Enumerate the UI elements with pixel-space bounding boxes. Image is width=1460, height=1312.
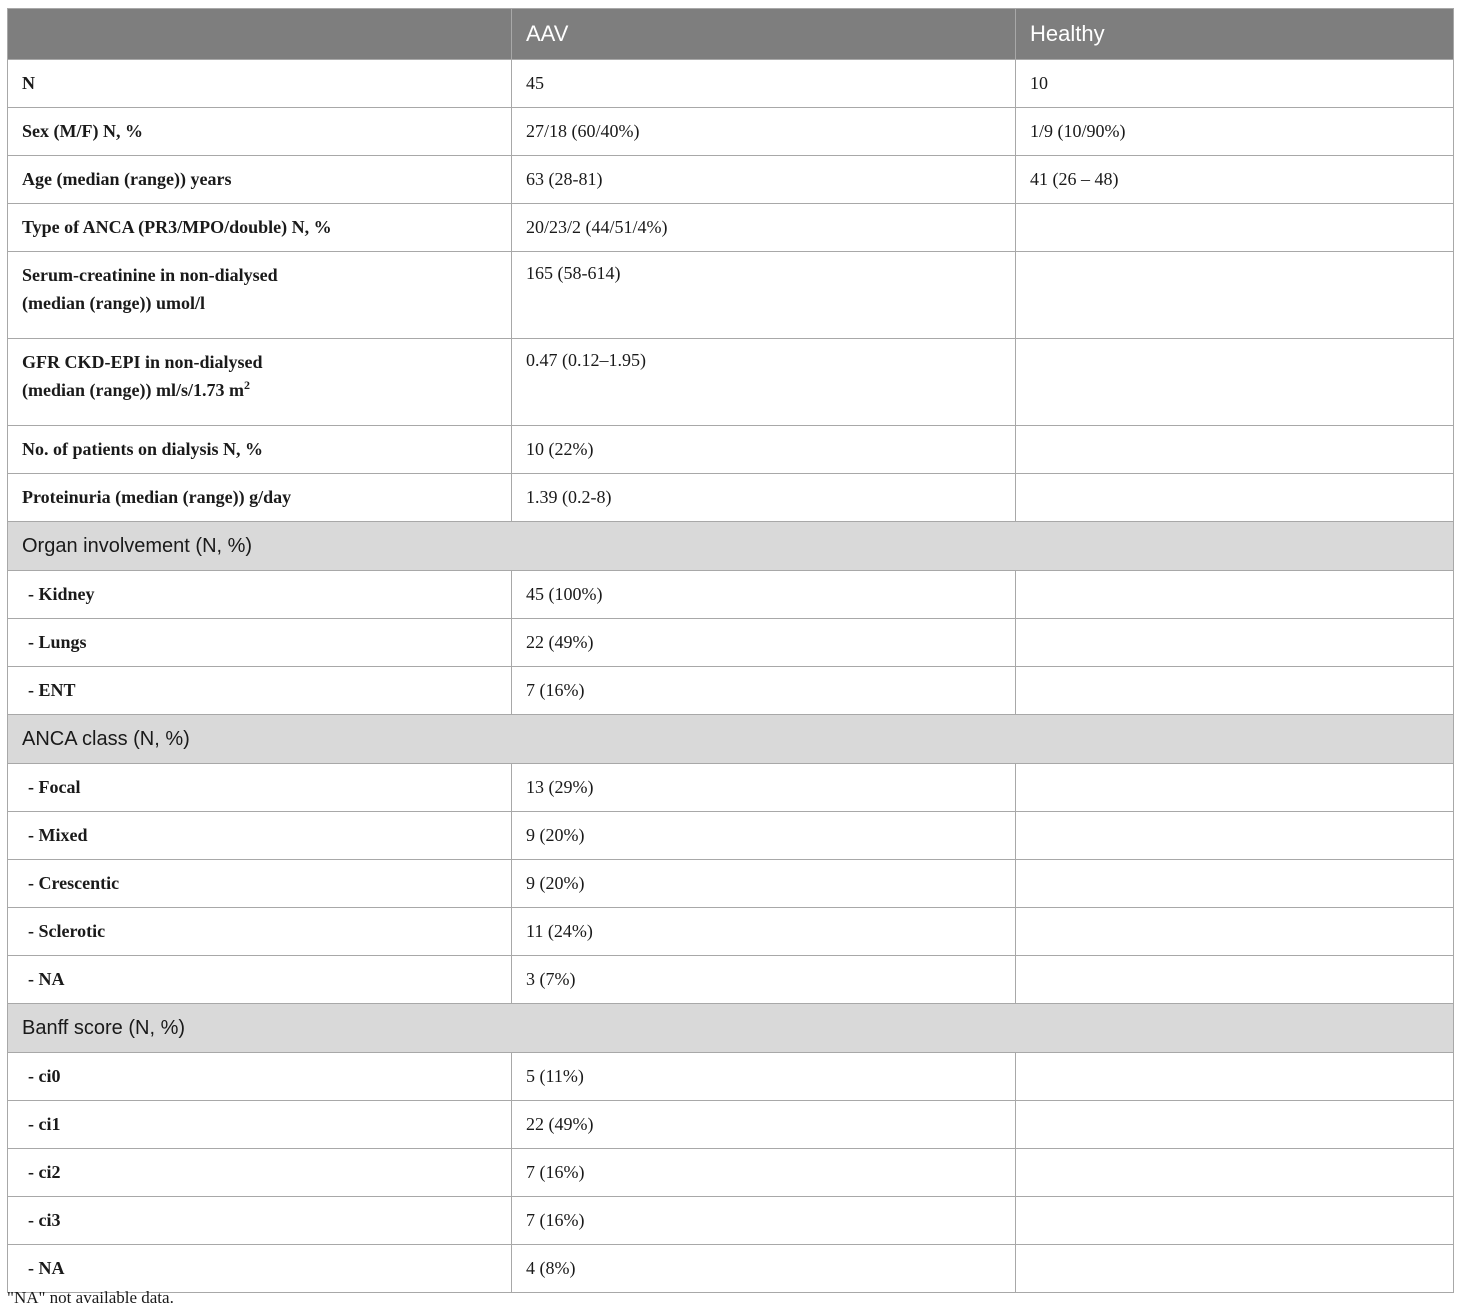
healthy-value — [1016, 1101, 1454, 1149]
row-label: - Lungs — [8, 619, 512, 667]
table-row — [8, 764, 1454, 812]
aav-value: 45 (100%) — [512, 571, 1016, 619]
table-row — [8, 812, 1454, 860]
header-healthy: Healthy — [1016, 9, 1454, 60]
healthy-value — [1016, 619, 1454, 667]
table-row — [8, 908, 1454, 956]
row-label-line2: (median (range)) umol/l — [22, 293, 205, 313]
row-label: - ci0 — [8, 1053, 512, 1101]
healthy-value — [1016, 252, 1454, 339]
aav-value: 27/18 (60/40%) — [512, 108, 1016, 156]
healthy-value: 1/9 (10/90%) — [1016, 108, 1454, 156]
healthy-value — [1016, 812, 1454, 860]
aav-value: 10 (22%) — [512, 426, 1016, 474]
table-row — [8, 1149, 1454, 1197]
aav-value: 7 (16%) — [512, 667, 1016, 715]
section-row-anca-class — [8, 715, 1454, 764]
row-label: - Crescentic — [8, 860, 512, 908]
section-row-organ — [8, 522, 1454, 571]
row-label: - ci2 — [8, 1149, 512, 1197]
header-col1 — [8, 9, 512, 60]
healthy-value — [1016, 1197, 1454, 1245]
healthy-value — [1016, 474, 1454, 522]
table-row — [8, 1197, 1454, 1245]
row-label — [8, 339, 512, 426]
characteristics-table — [7, 8, 1454, 1293]
row-label: - Mixed — [8, 812, 512, 860]
table-row — [8, 60, 1454, 108]
healthy-value — [1016, 571, 1454, 619]
aav-value: 9 (20%) — [512, 812, 1016, 860]
aav-value: 5 (11%) — [512, 1053, 1016, 1101]
row-label: - NA — [8, 1245, 512, 1293]
healthy-value — [1016, 860, 1454, 908]
aav-value: 13 (29%) — [512, 764, 1016, 812]
section-title: ANCA class (N, %) — [8, 715, 1454, 764]
table-row — [8, 108, 1454, 156]
header-aav: AAV — [512, 9, 1016, 60]
table-row — [8, 426, 1454, 474]
healthy-value — [1016, 1149, 1454, 1197]
row-label-line1: GFR CKD-EPI in non-dialysed — [22, 352, 263, 372]
healthy-value — [1016, 1053, 1454, 1101]
table-row — [8, 156, 1454, 204]
table-row — [8, 204, 1454, 252]
table-row — [8, 571, 1454, 619]
header-row — [8, 9, 1454, 60]
row-label: - Sclerotic — [8, 908, 512, 956]
healthy-value — [1016, 764, 1454, 812]
row-label: - Kidney — [8, 571, 512, 619]
aav-value: 4 (8%) — [512, 1245, 1016, 1293]
healthy-value — [1016, 426, 1454, 474]
section-title: Banff score (N, %) — [8, 1004, 1454, 1053]
row-label — [8, 252, 512, 339]
healthy-value — [1016, 667, 1454, 715]
aav-value: 63 (28-81) — [512, 156, 1016, 204]
table-row — [8, 860, 1454, 908]
table-row — [8, 619, 1454, 667]
row-label: Age (median (range)) years — [8, 156, 512, 204]
row-label: - Focal — [8, 764, 512, 812]
aav-value: 22 (49%) — [512, 1101, 1016, 1149]
row-label-line2: (median (range)) ml/s/1.73 m — [22, 380, 244, 400]
row-label: - ENT — [8, 667, 512, 715]
row-label: - NA — [8, 956, 512, 1004]
section-row-banff — [8, 1004, 1454, 1053]
row-label: No. of patients on dialysis N, % — [8, 426, 512, 474]
healthy-value — [1016, 204, 1454, 252]
table-row — [8, 1053, 1454, 1101]
aav-value: 22 (49%) — [512, 619, 1016, 667]
healthy-value: 41 (26 – 48) — [1016, 156, 1454, 204]
table-row — [8, 956, 1454, 1004]
aav-value: 7 (16%) — [512, 1197, 1016, 1245]
row-label: - ci3 — [8, 1197, 512, 1245]
healthy-value — [1016, 908, 1454, 956]
aav-value: 11 (24%) — [512, 908, 1016, 956]
healthy-value — [1016, 1245, 1454, 1293]
aav-value: 9 (20%) — [512, 860, 1016, 908]
aav-value: 0.47 (0.12–1.95) — [512, 339, 1016, 426]
healthy-value: 10 — [1016, 60, 1454, 108]
row-label: Sex (M/F) N, % — [8, 108, 512, 156]
section-title: Organ involvement (N, %) — [8, 522, 1454, 571]
healthy-value — [1016, 956, 1454, 1004]
aav-value: 45 — [512, 60, 1016, 108]
aav-value: 7 (16%) — [512, 1149, 1016, 1197]
table-footnote: "NA" not available data. — [7, 1288, 174, 1307]
table-row — [8, 339, 1454, 426]
row-label: Type of ANCA (PR3/MPO/double) N, % — [8, 204, 512, 252]
aav-value: 3 (7%) — [512, 956, 1016, 1004]
table-row — [8, 1101, 1454, 1149]
table-row — [8, 667, 1454, 715]
row-label-line1: Serum-creatinine in non-dialysed — [22, 265, 278, 285]
aav-value: 20/23/2 (44/51/4%) — [512, 204, 1016, 252]
healthy-value — [1016, 339, 1454, 426]
row-label: - ci1 — [8, 1101, 512, 1149]
row-label: N — [8, 60, 512, 108]
aav-value: 165 (58-614) — [512, 252, 1016, 339]
row-label: Proteinuria (median (range)) g/day — [8, 474, 512, 522]
table-row — [8, 1245, 1454, 1293]
table-row — [8, 474, 1454, 522]
superscript: 2 — [243, 378, 250, 392]
aav-value: 1.39 (0.2-8) — [512, 474, 1016, 522]
table-row — [8, 252, 1454, 339]
